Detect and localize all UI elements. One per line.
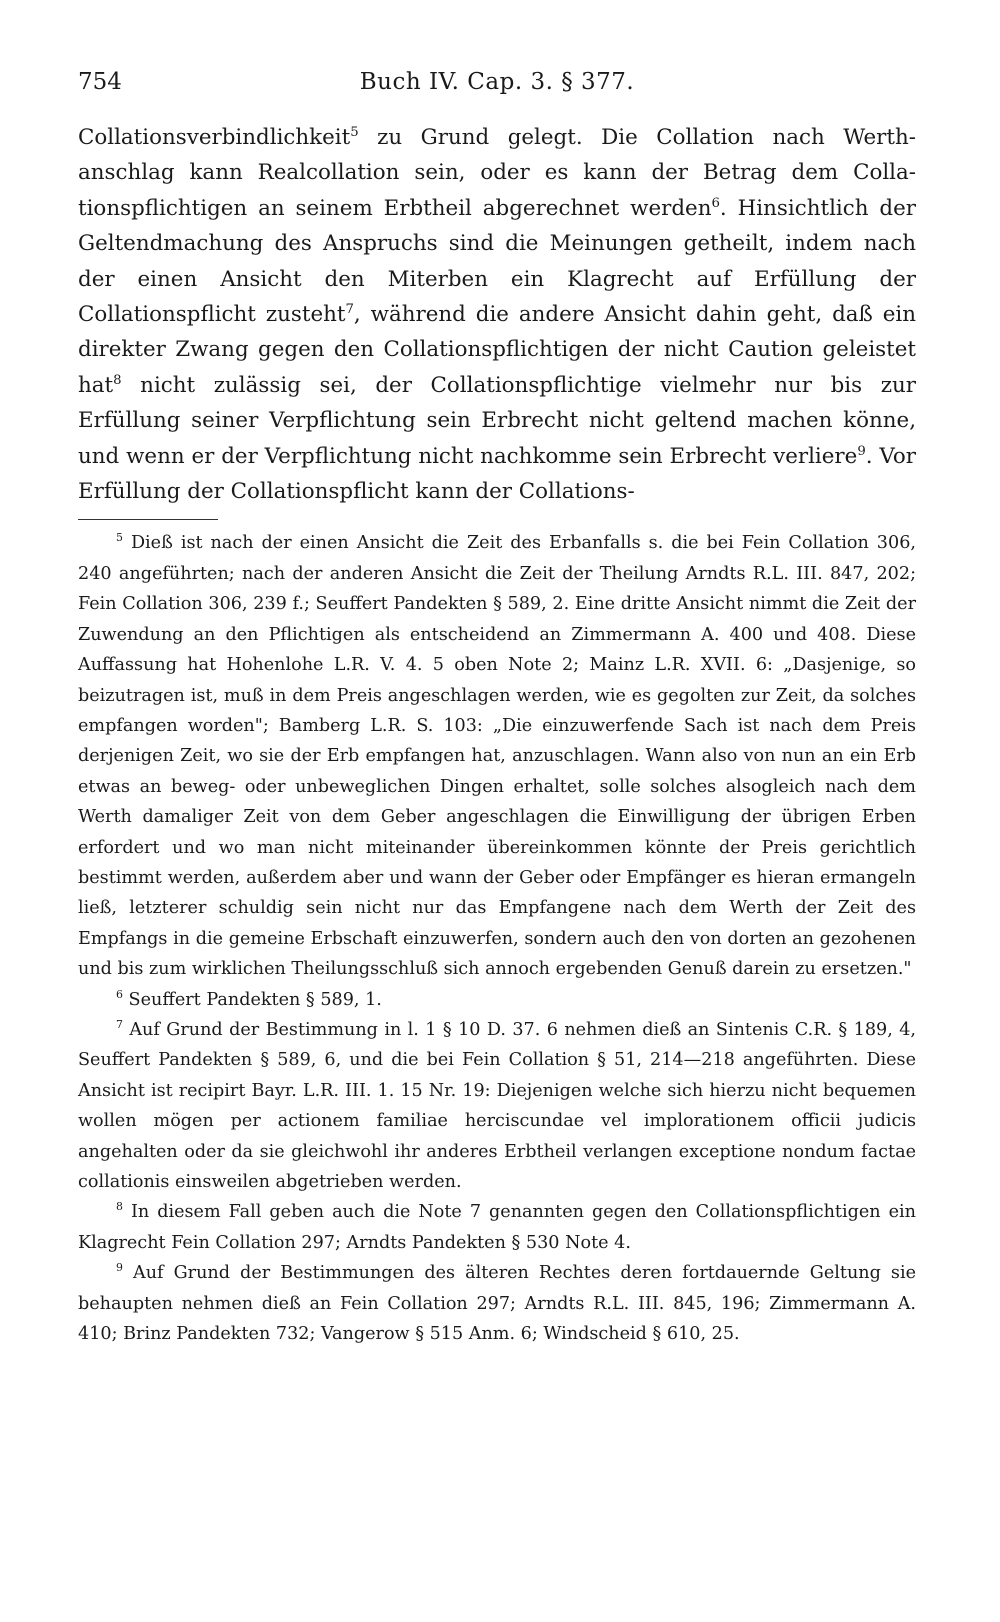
body-text-segment: nicht zulässig sei, der Collationspflichtige vielmehr nur bis zur Erfüllung seiner Verpflichtung sein Erbrecht nicht geltend machen könne, und wenn er der Verpflichtung nicht nachkomme sein Erbrecht verliere — [78, 372, 916, 469]
footnote-7 — [78, 1015, 916, 1197]
footnote-text: In diesem Fall geben auch die Note 7 genannten gegen den Collationspflichtigen ein Klagrecht Fein Collation 297; Arndts Pandekten § 530 Note 4. — [78, 1202, 916, 1253]
footnote-6 — [78, 985, 916, 1015]
footnote-8 — [78, 1197, 916, 1258]
footnote-reference: 8 — [113, 372, 122, 388]
running-title: Buch IV. Cap. 3. § 377. — [359, 69, 635, 95]
footnote-9 — [78, 1258, 916, 1349]
footnote-divider — [78, 519, 218, 520]
footnote-mark: 6 — [116, 987, 123, 1001]
body-text-segment: zu Grund gelegt. Die Collation nach Werthanschlag kann Realcollation sein, oder es kann der Betrag dem Collationspflichtigen an seinem Erbtheil abgerechnet werden — [78, 125, 916, 221]
footnote-mark: 7 — [116, 1018, 123, 1032]
footnote-text: Auf Grund der Bestimmungen des älteren Rechtes deren fortdauernde Geltung sie behaupten nehmen dieß an Fein Collation 297; Arndts R.L. III. 845, 196; Zimmermann A. 410; Brinz Pandekten 732; Vangerow § 515 Anm. 6; Windscheid § 610, 25. — [78, 1263, 916, 1345]
footnote-text: Dieß ist nach der einen Ansicht die Zeit des Erbanfalls s. die bei Fein Collation 306, 240 angeführten; nach der anderen Ansicht die Zeit der Theilung Arndts R.L. III. 847, 202; Fein Collation 306, 239 f.; Seuffert Pandekten § 589, 2. Eine dritte Ansicht nimmt die Zeit der Zuwendung an den Pflichtigen als entscheidend an Zimmermann A. 400 und 408. Diese Auffassung hat Hohenlohe L.R. V. 4. 5 oben Note 2; Mainz L.R. XVII. 6: „Dasjenige, so beizutragen ist, muß in dem Preis angeschlagen werden, wie es gegolten zur Zeit, da solches empfangen worden"; Bamberg L.R. S. 103: „Die einzuwerfende Sach ist nach dem Preis derjenigen Zeit, wo sie der Erb empfangen hat, anzuschlagen. Wann also von nun an ein Erb etwas an beweg- oder unbeweglichen Dingen erhaltet, solle solches alsogleich nach dem Werth damaliger Zeit von dem Geber angeschlagen die Einwilligung der übrigen Erben erfordert und wo man nicht miteinander übereinkommen könnte der Preis gerichtlich bestimmt werden, außerdem aber und wann der Geber oder Empfänger es hieran ermangeln ließ, letzterer schuldig sein nicht nur das Empfangene nach dem Werth der Zeit des Empfangs in die gemeine Erbschaft einzuwerfen, sondern auch den von dorten an gezohenen und bis zum wirklichen Theilungsschluß sich annoch ergebenden Genuß darein zu ersetzen." — [78, 533, 916, 980]
body-text-segment: , während die andere Ansicht dahin geht, daß ein direkter Zwang gegen den Collationspflichtigen der nicht Caution geleistet hat — [78, 302, 916, 398]
body-text-segment: . Vor Erfüllung der Collationspflicht kann der Collations- — [78, 443, 916, 505]
running-head — [78, 62, 916, 102]
body-text-segment: . Hinsichtlich der Geltendmachung des Anspruchs sind die Meinungen getheilt, indem nach der einen Ansicht den Miterben ein Klagrecht auf Erfüllung der Collationspflicht zusteht — [78, 195, 916, 328]
footnote-text: Auf Grund der Bestimmung in l. 1 § 10 D. 37. 6 nehmen dieß an Sintenis C.R. § 189, 4, Seuffert Pandekten § 589, 6, und die bei Fein Collation § 51, 214—218 angeführten. Diese Ansicht ist recipirt Bayr. L.R. III. 1. 15 Nr. 19: Diejenigen welche sich hierzu nicht bequemen wollen mögen per actionem familiae herciscundae vel implorationem officii judicis angehalten oder da sie gleichwohl ihr anderes Erbtheil verlangen exceptione nondum factae collationis einsweilen abgetrieben werden. — [78, 1019, 916, 1192]
footnote-reference: 5 — [350, 124, 359, 140]
footnote-5 — [78, 528, 916, 984]
footnote-mark: 9 — [116, 1261, 123, 1275]
page-number: 754 — [78, 69, 122, 95]
footnote-reference: 9 — [857, 443, 866, 459]
footnote-mark: 8 — [116, 1200, 123, 1214]
footnote-reference: 7 — [345, 301, 354, 317]
main-paragraph — [78, 120, 916, 509]
book-page — [78, 62, 916, 1349]
footnote-mark: 5 — [116, 531, 123, 545]
footnote-reference: 6 — [711, 195, 720, 211]
footnotes-section — [78, 528, 916, 1349]
body-text-segment: Collationsverbindlichkeit — [78, 125, 351, 150]
footnote-text: Seuffert Pandekten § 589, 1. — [122, 989, 382, 1010]
